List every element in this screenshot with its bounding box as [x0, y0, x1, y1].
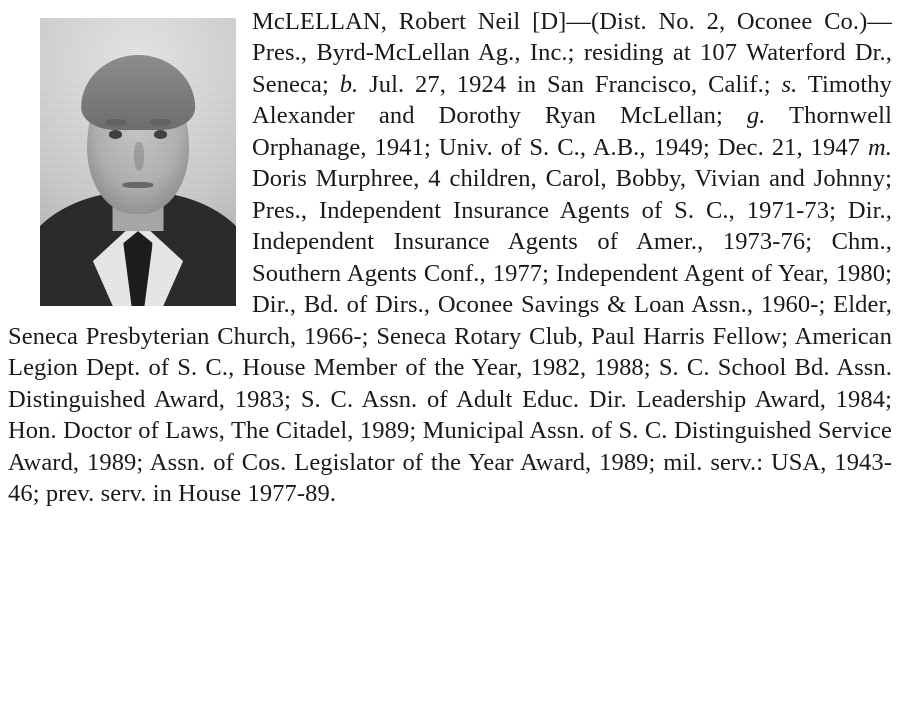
- entry-segment-name-and-residence: McLELLAN, Robert Neil [D]—(Dist. No. 2, Oconee Co.)—Pres., Byrd-McLellan Ag., Inc.; residing at 107 Waterford Dr., Seneca;: [252, 8, 892, 98]
- entry-abbrev-married: m.: [867, 133, 892, 161]
- entry-abbrev-born: b.: [339, 70, 359, 98]
- entry-segment-education: Thornwell Orphanage, 1941; Univ. of S. C., A.B., 1949; Dec. 21, 1947: [252, 102, 892, 161]
- entry-segment-family-and-service: Doris Murphree, 4 children, Carol, Bobby, Vivian and Johnny; Pres., Independent Insurance Agents of S. C., 1971-73; Dir., Independent Insurance Agents of Amer., 1973-76; Chm., Southern Agents Conf., 1977; Independent Agent of Year, 1980; Dir., Bd. of Dirs., Oconee Savings & Loan Assn., 1960-; Elder, Seneca Presbyterian Church, 1966-; Seneca Rotary Club, Paul Harris Fellow; American Legion Dept. of S. C., House Member of the Year, 1982, 1988; S. C. School Bd. Assn. Distinguished Award, 1983; S. C. Assn. of Adult Educ. Dir. Leadership Award, 1984; Hon. Doctor of Laws, The Citadel, 1989; Municipal Assn. of S. C. Distinguished Service Award, 1989; Assn. of Cos. Legislator of the Year Award, 1989; mil. serv.: USA, 1943-46; prev. serv. in House 1977-89.: [8, 165, 892, 508]
- entry-abbrev-graduated: g.: [746, 102, 766, 130]
- portrait-film-grain: [40, 18, 236, 306]
- entry-segment-birth: Jul. 27, 1924 in San Francisco, Calif.;: [358, 70, 782, 98]
- entry-segment-parents: Timothy Alexander and Dorothy Ryan McLellan;: [252, 70, 893, 130]
- entry-abbrev-son: s.: [781, 70, 798, 98]
- portrait-photograph: [40, 18, 236, 306]
